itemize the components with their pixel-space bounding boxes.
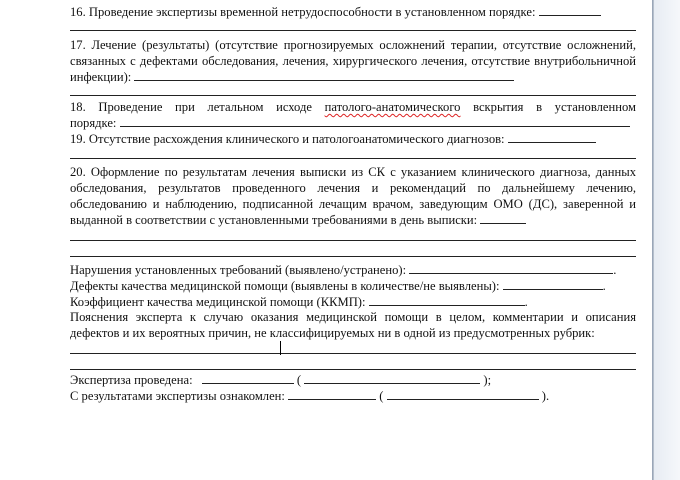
item-17-blank[interactable] [134, 69, 514, 81]
divider-line [70, 256, 636, 257]
acquainted-signature-blank[interactable] [288, 388, 376, 400]
item-18 [70, 99, 636, 131]
violations-label: Нарушения установленных требований (выявлено/устранено): [70, 263, 407, 277]
divider-line [70, 369, 636, 370]
item-18-blank[interactable] [120, 115, 630, 127]
coefficient-blank[interactable] [369, 294, 525, 306]
item-19-text: 19. Отсутствие расхождения клинического и патологоанатомического диагнозов: [70, 132, 505, 146]
explanation-block [70, 309, 636, 341]
performed-line [70, 372, 636, 388]
performed-label: Экспертиза проведена: [70, 373, 193, 387]
divider-line [70, 158, 636, 159]
item-20-text: 20. Оформление по результатам лечения выписки из СК с указанием клинического диагноза, данных обследования, результатов проведенного лечения и рекомендаций по дальнейшему лечению, обследованию и наблюдению, подписанной лечащим врачом, заведующим ОМО (ДС), заверенной и выданной в соответствии с установленными требованиями в день выписки: [70, 165, 636, 227]
defects-line [70, 278, 636, 294]
item-16 [70, 4, 636, 20]
coefficient-label: Коэффициент качества медицинской помощи (ККМП): [70, 295, 366, 309]
item-16-blank[interactable] [539, 4, 601, 16]
performed-open-paren: ( [296, 373, 302, 387]
defects-label: Дефекты качества медицинской помощи (выявлены в количестве/не выявлены): [70, 279, 500, 293]
acquainted-label: С результатами экспертизы ознакомлен: [70, 389, 285, 403]
defects-blank[interactable] [503, 278, 603, 290]
violations-period: . [613, 263, 617, 277]
item-20 [70, 164, 636, 228]
performed-close: ); [483, 373, 492, 387]
explanation-label: Пояснения эксперта к случаю оказания медицинской помощи в целом, комментарии и описания дефектов и их вероятных причин, не классифицируемых ни в одной из предусмотренных рубрик: [70, 310, 636, 340]
item-18-text-a: 18. Проведение при летальном исходе [70, 100, 312, 114]
item-17-text: 17. Лечение (результаты) (отсутствие прогнозируемых осложнений терапии, отсутствие осложнений, связанных с дефектами обследования, лечения, хирургического лечения, отсутствие внутрибольничной инфекции): [70, 38, 636, 84]
coefficient-period: . [524, 295, 528, 309]
acquainted-open-paren: ( [379, 389, 384, 403]
item-18-spellcheck-word: патолого-анатомического [324, 100, 461, 114]
divider-line [70, 30, 636, 31]
divider-line [70, 240, 636, 241]
item-17 [70, 37, 636, 85]
acquainted-name-blank[interactable] [387, 388, 539, 400]
divider-line [70, 353, 636, 354]
coefficient-line [70, 294, 636, 310]
item-20-blank[interactable] [480, 212, 526, 224]
item-19-blank[interactable] [508, 131, 596, 143]
item-16-text: 16. Проведение экспертизы временной нетрудоспособности в установленном порядке: [70, 5, 536, 19]
vertical-scrollbar[interactable] [653, 0, 680, 480]
item-18-text-c: порядке: [70, 116, 117, 130]
text-cursor [280, 341, 281, 355]
divider-line [70, 95, 636, 96]
item-18-text-b: вскрытия в установленном [473, 100, 636, 114]
violations-blank[interactable] [409, 262, 613, 274]
performed-signature-blank[interactable] [202, 372, 294, 384]
performed-name-blank[interactable] [304, 372, 480, 384]
violations-line [70, 262, 636, 278]
acquainted-line [70, 388, 636, 404]
acquainted-close: ). [541, 389, 550, 403]
item-19 [70, 131, 636, 147]
defects-period: . [602, 279, 606, 293]
